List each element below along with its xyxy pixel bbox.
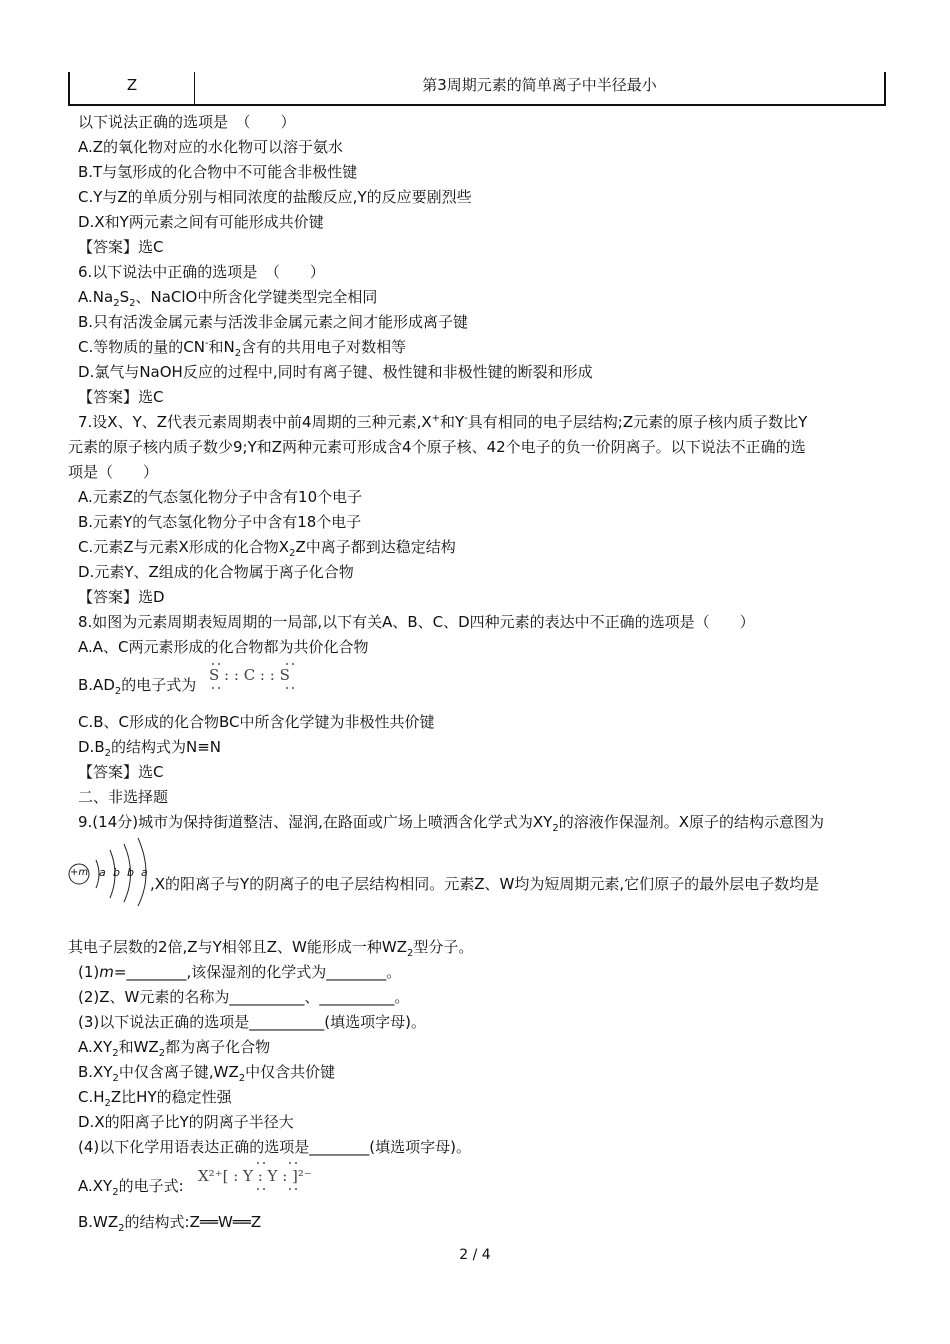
formula-text: S : : C : : S [209, 666, 290, 684]
q9-sub4: (4)以下化学用语表达正确的选项是________(填选项字母)。 [78, 1138, 471, 1156]
q9-stem-line1: 9.(14分)城市为保持街道整洁、湿润,在路面或广场上喷洒含化学式为$XY_2$的溶液作保湿剂。X原子的结构示意图为 [78, 813, 824, 834]
section-heading: 二、非选择题 [78, 788, 169, 806]
q8-answer: 【答案】选C [78, 763, 164, 781]
q5-option-a: A.Z的氧化物对应的水化物可以溶于氨水 [78, 138, 344, 156]
q9-sub3-option-d: D.X的阳离子比Y的阴离子半径大 [78, 1113, 294, 1131]
q7-option-b: B.元素Y的气态氢化物分子中含有18个电子 [78, 513, 362, 531]
q9-sub4-option-a: $A.XY_2$的电子式: [78, 1177, 184, 1198]
q9-sub3: (3)以下说法正确的选项是__________(填选项字母)。 [78, 1013, 426, 1031]
q5-stem: 以下说法正确的选项是 （ ） [78, 113, 296, 131]
q5-option-b: B.T与氢形成的化合物中不可能含非极性键 [78, 163, 358, 181]
q7-stem-line1: 7.设X、Y、Z代表元素周期表中前4周期的三种元素,X+和Y-具有相同的电子层结构;Z元素的原子核内质子数比Y [78, 413, 808, 431]
q7-option-c: C.元素Z与元素X形成的化合物$X_2Z$中离子都到达稳定结构 [78, 538, 456, 559]
q7-option-d: D.元素Y、Z组成的化合物属于离子化合物 [78, 563, 354, 581]
shell-label-4: a [141, 866, 148, 879]
q9-sub1: (1)m=________,该保湿剂的化学式为________。 [78, 963, 402, 981]
q9-sub3-option-c: $C.H_2Z$比HY的稳定性强 [78, 1088, 232, 1109]
q9-sub2: (2)Z、W元素的名称为__________、__________。 [78, 988, 410, 1006]
shell-label-1: a [99, 866, 106, 879]
table-cell-element: Z [70, 72, 195, 104]
q7-stem-line3: 项是（ ） [68, 463, 159, 481]
q5-option-c: C.Y与Z的单质分别与相同浓度的盐酸反应,Y的反应要剧烈些 [78, 188, 472, 206]
q7-answer: 【答案】选D [78, 588, 165, 606]
formula-text: X²⁺[ : Y : Y : ]²⁻ [198, 1167, 312, 1185]
q9-stem-line3: 其电子层数的2倍,Z与Y相邻且Z、W能形成一种$WZ_2$型分子。 [68, 938, 474, 959]
q5-answer: 【答案】选C [78, 238, 164, 256]
q8-option-b: $B.AD_2$的电子式为 [78, 676, 197, 697]
shell-label-2: b [113, 866, 120, 879]
q9-sub3-option-b: $B.XY_2$中仅含离子键$,WZ_2$中仅含共价键 [78, 1063, 336, 1084]
q6-stem: 6.以下说法中正确的选项是 （ ） [78, 263, 325, 281]
q8-option-d: $D.B_2$的结构式为N≡N [78, 738, 221, 759]
q8-stem: 8.如图为元素周期表短周期的一局部,以下有关A、B、C、D四种元素的表达中不正确的选项是（ ） [78, 613, 755, 631]
q8-option-a: A.A、C两元素形成的化合物都为共价化合物 [78, 638, 369, 656]
electron-formula-sulfur-carbon [207, 660, 303, 692]
nucleus-charge: +m [70, 867, 89, 878]
atom-structure-diagram [66, 836, 152, 906]
q6-option-b: B.只有活泼金属元素与活泼非金属元素之间才能形成离子键 [78, 313, 469, 331]
q6-answer: 【答案】选C [78, 388, 164, 406]
q9-sub3-option-a: $A.XY_2$和$WZ_2$都为离子化合物 [78, 1038, 271, 1059]
q5-option-d: D.X和Y两元素之间有可能形成共价键 [78, 213, 324, 231]
q6-option-a: $A.Na_2S_2$、NaClO中所含化学键类型完全相同 [78, 288, 378, 309]
element-table [68, 72, 886, 106]
q6-option-d: D.氯气与NaOH反应的过程中,同时有离子键、极性键和非极性键的断裂和形成 [78, 363, 593, 381]
q6-option-c: C.等物质的量的CN-和$N_2$含有的共用电子对数相等 [78, 338, 407, 359]
table-cell-description: 第3周期元素的简单离子中半径最小 [422, 76, 657, 94]
q7-option-a: A.元素Z的气态氢化物分子中含有10个电子 [78, 488, 363, 506]
page-number: 2 / 4 [459, 1247, 491, 1263]
q7-stem-line2: 元素的原子核内质子数少9;Y和Z两种元素可形成含4个原子核、42个电子的负一价阴离子。以下说法不正确的选 [68, 438, 806, 456]
q8-option-c: C.B、C形成的化合物BC中所含化学键为非极性共价键 [78, 713, 435, 731]
q9-stem-line2: ,X的阳离子与Y的阴离子的电子层结构相同。元素Z、W均为短周期元素,它们原子的最外层电子数均是 [150, 875, 820, 893]
electron-formula-xy2 [198, 1160, 348, 1192]
shell-label-3: b [127, 866, 134, 879]
q9-sub4-option-b: $B.WZ_2$的结构式:Z══W══Z [78, 1213, 262, 1234]
